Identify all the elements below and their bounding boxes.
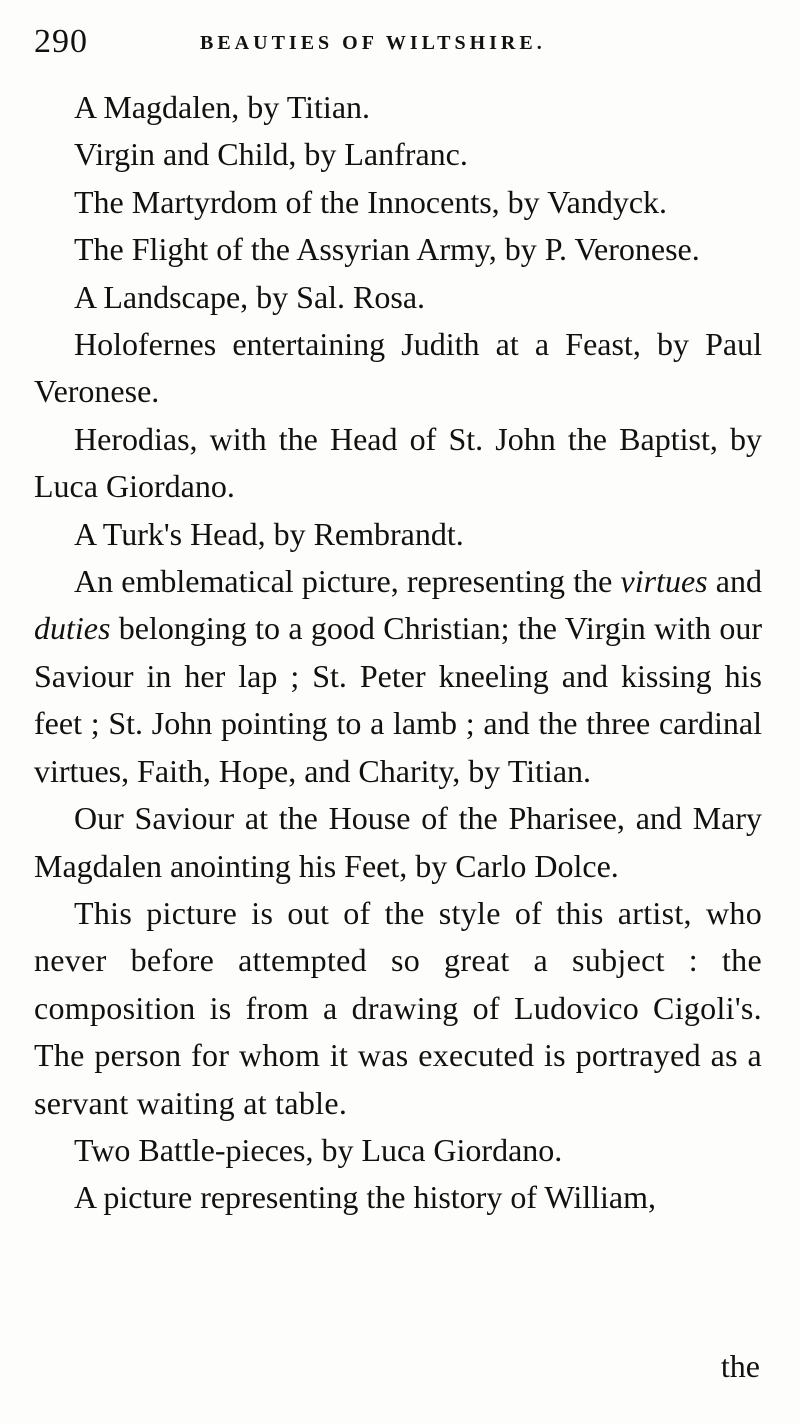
painting-entry-history-william: A picture representing the history of William, [74,1179,656,1216]
painting-entry-flight-assyrian-army: The Flight of the Assyrian Army, by P. Veronese. [74,231,700,268]
painting-entry-herodias: Herodias, with the Head of St. John the Baptist, by Luca Giordano. [34,420,762,505]
commentary-paragraph: This picture is out of the style of this artist, who never before attempted so great a subject : the composition is from a drawing of Ludovico Cigoli's. The person for whom it was executed is portrayed as a servant waiting at table. [34,894,762,1121]
page-number: 290 [34,23,88,60]
catchword: the [720,1348,760,1384]
italic-duties: duties [34,610,111,647]
painting-entry-emblematical-picture: An emblematical picture, representing the virtues and duties belonging to a good Christian; the Virgin with our Saviour in her lap ; St. Peter kneeling and kissing his feet ; St. John pointing to a lamb ; and the three cardinal virtues, Faith, Hope, and Charity, by Titian. [34,563,763,789]
italic-virtues: virtues [620,563,708,600]
painting-entry-battle-pieces: Two Battle-pieces, by Luca Giordano. [74,1131,563,1168]
painting-entry-pharisee-house: Our Saviour at the House of the Pharisee, and Mary Magdalen anointing his Feet, by Carlo Dolce. [34,800,762,884]
painting-entry-martyrdom: The Martyrdom of the Innocents, by Vandyck. [74,183,668,220]
painting-entry-turks-head: A Turk's Head, by Rembrandt. [74,515,464,552]
running-head: BEAUTIES OF WILTSHIRE. [200,32,546,54]
body-text [34,84,762,1222]
painting-entry-holofernes-judith: Holofernes entertaining Judith at a Feast, by Paul Veronese. [34,326,762,410]
painting-entry-magdalen: A Magdalen, by Titian. [74,89,371,125]
painting-entry-virgin-child: Virgin and Child, by Lanfranc. [74,136,468,173]
painting-entry-landscape: A Landscape, by Sal. Rosa. [74,278,426,315]
page-header [34,22,764,62]
